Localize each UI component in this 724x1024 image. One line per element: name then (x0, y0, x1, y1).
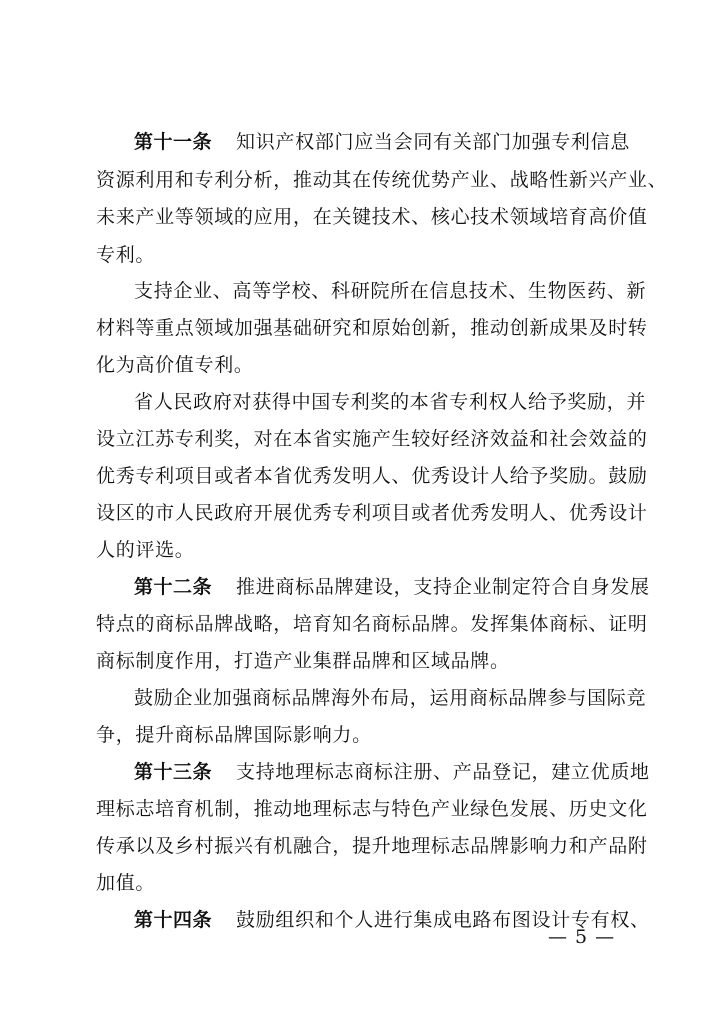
article-12-line-3: 商标制度作用，打造产业集群品牌和区域品牌。 (96, 650, 510, 672)
article-11-line-2: 资源利用和专利分析，推动其在传统优势产业、战略性新兴产业、 (96, 169, 668, 191)
article-14-heading: 第十四条 (134, 909, 213, 931)
article-11-p3-line-5: 人的评选。 (96, 539, 195, 561)
article-11-p3-line-1: 省人民政府对获得中国专利奖的本省专利权人给予奖励，并 (134, 391, 647, 413)
article-11-heading: 第十一条 (134, 131, 213, 153)
article-13-line-3: 传承以及乡村振兴有机融合，提升地理标志品牌影响力和产品附 (96, 835, 648, 857)
article-11-p3-line-2: 设立江苏专利奖，对在本省实施产生较好经济效益和社会效益的 (96, 428, 648, 450)
article-12-line-2: 特点的商标品牌战略，培育知名商标品牌。发挥集体商标、证明 (96, 613, 648, 635)
article-11-line-4: 专利。 (96, 244, 156, 266)
article-12-line-1 (134, 576, 650, 598)
article-12-heading: 第十二条 (134, 576, 213, 598)
article-12-p2-line-2: 争，提升商标品牌国际影响力。 (96, 724, 372, 746)
article-11-text-1: 知识产权部门应当会同有关部门加强专利信息 (236, 131, 631, 153)
article-11-p2-line-2: 材料等重点领域加强基础研究和原始创新，推动创新成果及时转 (96, 317, 648, 339)
article-13-heading: 第十三条 (134, 761, 213, 783)
article-13-line-1 (134, 761, 650, 783)
article-11-p2-line-1: 支持企业、高等学校、科研院所在信息技术、生物医药、新 (134, 280, 647, 302)
article-11-p3-line-3: 优秀专利项目或者本省优秀发明人、优秀设计人给予奖励。鼓励 (96, 465, 648, 487)
article-11-p2-line-3: 化为高价值专利。 (96, 354, 254, 376)
article-11-p3-line-4: 设区的市人民政府开展优秀专利项目或者优秀发明人、优秀设计 (96, 502, 648, 524)
article-14-text-1: 鼓励组织和个人进行集成电路布图设计专有权、 (236, 909, 650, 931)
article-12-p2-line-1: 鼓励企业加强商标品牌海外布局，运用商标品牌参与国际竞 (134, 687, 647, 709)
article-13-line-2: 理标志培育机制，推动地理标志与特色产业绿色发展、历史文化 (96, 798, 648, 820)
page-number: — 5 — (548, 926, 616, 948)
article-13-text-1: 支持地理标志商标注册、产品登记，建立优质地 (236, 761, 650, 783)
article-11-line-3: 未来产业等领域的应用，在关键技术、核心技术领域培育高价值 (96, 206, 648, 228)
article-12-text-1: 推进商标品牌建设，支持企业制定符合自身发展 (236, 576, 650, 598)
article-11-line-1 (134, 131, 630, 153)
article-13-line-4: 加值。 (96, 872, 156, 894)
